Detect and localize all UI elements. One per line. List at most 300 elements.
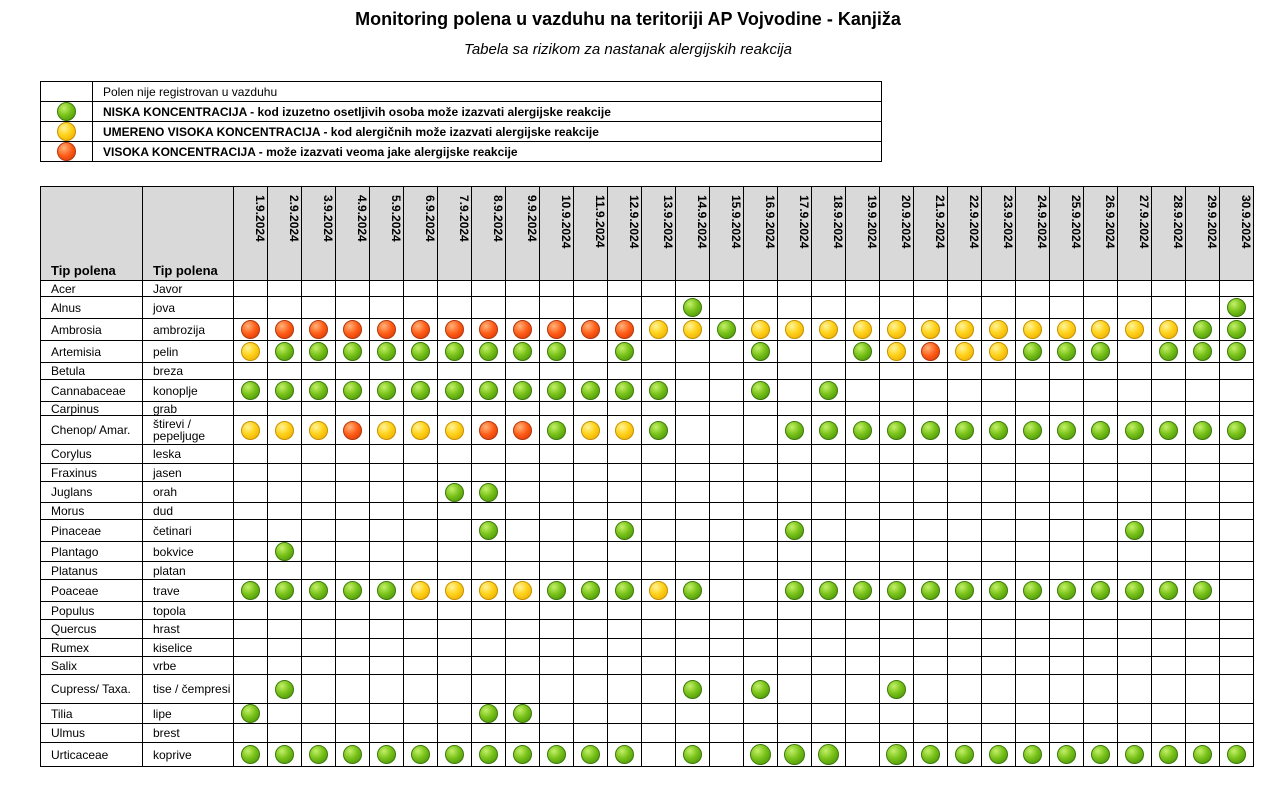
level-cell [608,620,642,639]
level-cell [234,580,268,602]
green-level-dot-icon [1159,342,1178,361]
level-cell [846,380,880,402]
level-cell [540,620,574,639]
level-cell [608,704,642,724]
green-level-dot-icon [819,381,838,400]
level-cell [1118,520,1152,542]
level-cell [1016,380,1050,402]
level-cell [574,639,608,657]
green-level-dot-icon [921,421,940,440]
level-cell [710,363,744,380]
legend-text: UMERENO VISOKA KONCENTRACIJA - kod alergičnih može izazvati alergijske reakcije [93,122,882,142]
level-cell [1186,445,1220,464]
level-cell [472,542,506,562]
pollen-table [40,186,1254,767]
level-cell [880,520,914,542]
level-cell [778,281,812,297]
green-level-dot-icon [309,342,328,361]
table-row [41,380,1254,402]
level-cell [472,281,506,297]
yellow-level-dot-icon [853,320,872,339]
pollen-local-name: jasen [143,464,234,482]
level-cell [1050,639,1084,657]
level-cell [948,416,982,445]
orange-level-dot-icon [275,320,294,339]
level-cell [1050,402,1084,416]
level-cell [710,602,744,620]
level-cell [404,341,438,363]
yellow-level-dot-icon [309,421,328,440]
level-cell [1152,416,1186,445]
date-label: 16.9.2024 [763,195,777,249]
level-cell [1016,445,1050,464]
pollen-local-name: koprive [143,743,234,767]
level-cell [1152,657,1186,675]
level-cell [778,380,812,402]
level-cell [676,380,710,402]
level-cell [1016,743,1050,767]
level-cell [710,704,744,724]
level-cell [1118,297,1152,319]
level-cell [1050,620,1084,639]
level-cell [778,675,812,704]
level-cell [1152,724,1186,743]
level-cell [438,620,472,639]
date-column-header [676,187,710,281]
yellow-level-dot-icon [479,581,498,600]
level-cell [336,743,370,767]
date-label: 1.9.2024 [253,195,267,242]
level-cell [438,297,472,319]
date-column-header [1186,187,1220,281]
level-cell [404,445,438,464]
yellow-level-dot-icon [649,581,668,600]
level-cell [744,319,778,341]
level-cell [948,675,982,704]
yellow-level-dot-icon [921,320,940,339]
level-cell [1220,580,1254,602]
level-cell [812,724,846,743]
level-cell [404,503,438,520]
pollen-latin-name: Platanus [41,562,143,580]
level-cell [1084,724,1118,743]
level-cell [1118,620,1152,639]
level-cell [744,464,778,482]
level-cell [880,657,914,675]
level-cell [234,657,268,675]
level-cell [506,281,540,297]
level-cell [778,704,812,724]
level-cell [982,416,1016,445]
level-cell [710,657,744,675]
level-cell [404,675,438,704]
level-cell [778,402,812,416]
level-cell [234,380,268,402]
date-label: 21.9.2024 [933,195,947,249]
level-cell [846,464,880,482]
level-cell [846,281,880,297]
level-cell [1050,580,1084,602]
pollen-latin-name: Carpinus [41,402,143,416]
level-cell [574,620,608,639]
legend-row [41,142,882,162]
level-cell [1050,657,1084,675]
level-cell [404,704,438,724]
level-cell [914,620,948,639]
level-cell [1152,639,1186,657]
date-label: 18.9.2024 [831,195,845,249]
level-cell [302,297,336,319]
level-cell [1050,416,1084,445]
level-cell [1220,620,1254,639]
date-label: 23.9.2024 [1001,195,1015,249]
level-cell [608,482,642,503]
pollen-latin-name: Ulmus [41,724,143,743]
level-cell [336,281,370,297]
level-cell [744,602,778,620]
level-cell [302,520,336,542]
level-cell [234,341,268,363]
date-column-header [1050,187,1084,281]
level-cell [302,724,336,743]
level-cell [404,743,438,767]
level-cell [880,704,914,724]
level-cell [880,402,914,416]
level-cell [812,380,846,402]
level-cell [1084,297,1118,319]
table-row [41,319,1254,341]
table-row [41,416,1254,445]
level-cell [336,704,370,724]
level-cell [268,580,302,602]
level-cell [1152,520,1186,542]
level-cell [1186,319,1220,341]
level-cell [302,416,336,445]
level-cell [778,503,812,520]
orange-level-dot-icon [547,320,566,339]
green-level-dot-icon [479,704,498,723]
level-cell [676,704,710,724]
level-cell [1186,724,1220,743]
level-cell [1186,520,1220,542]
level-cell [676,675,710,704]
level-cell [404,657,438,675]
table-row [41,675,1254,704]
level-cell [642,580,676,602]
level-cell [1118,416,1152,445]
level-cell [880,620,914,639]
level-cell [880,363,914,380]
level-cell [234,319,268,341]
level-cell [948,724,982,743]
level-cell [812,281,846,297]
yellow-level-dot-icon [819,320,838,339]
level-cell [336,319,370,341]
level-cell [540,602,574,620]
level-cell [812,416,846,445]
level-cell [234,562,268,580]
level-cell [268,542,302,562]
level-cell [710,416,744,445]
level-cell [1186,402,1220,416]
level-cell [846,341,880,363]
level-cell [1016,363,1050,380]
green-level-dot-icon [1193,320,1212,339]
level-cell [846,542,880,562]
level-cell [472,503,506,520]
level-cell [982,363,1016,380]
yellow-level-dot-icon [887,320,906,339]
level-cell [1050,482,1084,503]
level-cell [404,542,438,562]
level-cell [642,341,676,363]
level-cell [438,482,472,503]
green-level-dot-icon [309,745,328,764]
level-cell [880,297,914,319]
level-cell [1152,503,1186,520]
level-cell [812,620,846,639]
level-cell [1152,542,1186,562]
date-column-header [540,187,574,281]
green-level-dot-icon [784,744,805,765]
level-cell [438,319,472,341]
level-cell [1186,380,1220,402]
level-cell [336,639,370,657]
level-cell [1186,743,1220,767]
level-cell [982,657,1016,675]
level-cell [846,639,880,657]
level-cell [336,520,370,542]
level-cell [1016,281,1050,297]
level-cell [574,363,608,380]
level-cell [506,562,540,580]
level-cell [744,675,778,704]
level-cell [234,675,268,704]
level-cell [880,445,914,464]
level-cell [676,281,710,297]
level-cell [608,416,642,445]
pollen-local-name: brest [143,724,234,743]
level-cell [1152,297,1186,319]
orange-level-dot-icon [479,421,498,440]
level-cell [982,602,1016,620]
level-cell [574,341,608,363]
level-cell [1152,482,1186,503]
level-cell [234,704,268,724]
level-cell [1118,724,1152,743]
level-cell [336,445,370,464]
level-cell [268,341,302,363]
level-cell [710,281,744,297]
level-cell [948,464,982,482]
level-cell [574,580,608,602]
level-cell [540,363,574,380]
pollen-latin-name: Populus [41,602,143,620]
level-cell [1050,503,1084,520]
level-cell [744,562,778,580]
date-label: 20.9.2024 [899,195,913,249]
level-cell [812,704,846,724]
level-cell [1050,562,1084,580]
level-cell [1186,416,1220,445]
date-label: 27.9.2024 [1137,195,1151,249]
level-cell [710,445,744,464]
level-cell [948,402,982,416]
level-cell [812,319,846,341]
green-level-dot-icon [1159,581,1178,600]
yellow-level-dot-icon [649,320,668,339]
level-cell [472,363,506,380]
date-label: 15.9.2024 [729,195,743,249]
level-cell [234,743,268,767]
level-cell [642,657,676,675]
level-cell [948,639,982,657]
level-cell [574,743,608,767]
date-column-header [1084,187,1118,281]
legend-symbol [41,142,93,162]
level-cell [506,402,540,416]
level-cell [982,743,1016,767]
level-cell [744,380,778,402]
pollen-local-name: hrast [143,620,234,639]
date-column-header [880,187,914,281]
level-cell [506,704,540,724]
orange-level-dot-icon [479,320,498,339]
pollen-local-name: Javor [143,281,234,297]
level-cell [1050,363,1084,380]
level-cell [880,743,914,767]
level-cell [336,402,370,416]
level-cell [1220,482,1254,503]
level-cell [370,580,404,602]
pollen-latin-name: Pinaceae [41,520,143,542]
level-cell [506,464,540,482]
table-row [41,445,1254,464]
level-cell [370,380,404,402]
level-cell [574,503,608,520]
level-cell [744,503,778,520]
pollen-local-name: pelin [143,341,234,363]
level-cell [744,657,778,675]
level-cell [1220,724,1254,743]
pollen-local-name: kiselice [143,639,234,657]
level-cell [1186,704,1220,724]
level-cell [982,639,1016,657]
orange-level-dot-icon [57,142,76,161]
level-cell [540,319,574,341]
yellow-level-dot-icon [989,320,1008,339]
level-cell [1016,319,1050,341]
level-cell [1186,657,1220,675]
level-cell [1016,724,1050,743]
level-cell [1084,657,1118,675]
orange-level-dot-icon [343,320,362,339]
green-level-dot-icon [1057,342,1076,361]
level-cell [1050,445,1084,464]
green-level-dot-icon [989,421,1008,440]
level-cell [812,675,846,704]
green-level-dot-icon [887,680,906,699]
level-cell [642,363,676,380]
level-cell [506,580,540,602]
level-cell [404,402,438,416]
table-row [41,639,1254,657]
orange-level-dot-icon [377,320,396,339]
level-cell [914,580,948,602]
legend-row [41,102,882,122]
level-cell [1186,639,1220,657]
level-cell [438,503,472,520]
level-cell [778,542,812,562]
level-cell [234,520,268,542]
level-cell [676,482,710,503]
pollen-latin-name: Rumex [41,639,143,657]
yellow-level-dot-icon [751,320,770,339]
level-cell [642,503,676,520]
level-cell [1118,363,1152,380]
level-cell [778,319,812,341]
pollen-latin-name: Betula [41,363,143,380]
level-cell [710,542,744,562]
yellow-level-dot-icon [1125,320,1144,339]
level-cell [710,675,744,704]
pollen-latin-name: Chenop/ Amar. [41,416,143,445]
green-level-dot-icon [785,421,804,440]
green-level-dot-icon [479,483,498,502]
level-cell [642,602,676,620]
level-cell [268,704,302,724]
level-cell [574,380,608,402]
level-cell [846,602,880,620]
level-cell [880,416,914,445]
table-row [41,620,1254,639]
level-cell [914,503,948,520]
level-cell [268,675,302,704]
level-cell [574,675,608,704]
level-cell [812,520,846,542]
level-cell [812,562,846,580]
level-cell [472,657,506,675]
green-level-dot-icon [1227,342,1246,361]
level-cell [336,380,370,402]
level-cell [404,520,438,542]
green-level-dot-icon [241,745,260,764]
level-cell [506,482,540,503]
level-cell [982,341,1016,363]
level-cell [268,297,302,319]
green-level-dot-icon [785,521,804,540]
level-cell [404,319,438,341]
green-level-dot-icon [1023,421,1042,440]
yellow-level-dot-icon [1091,320,1110,339]
level-cell [812,639,846,657]
level-cell [1118,580,1152,602]
date-label: 9.9.2024 [525,195,539,242]
pollen-local-name: štirevi / pepeljuge [143,416,234,445]
green-level-dot-icon [1023,342,1042,361]
level-cell [506,297,540,319]
level-cell [914,562,948,580]
level-cell [506,620,540,639]
green-level-dot-icon [683,745,702,764]
level-cell [608,675,642,704]
level-cell [812,402,846,416]
orange-level-dot-icon [921,342,940,361]
level-cell [1152,743,1186,767]
level-cell [948,482,982,503]
level-cell [370,464,404,482]
level-cell [1118,675,1152,704]
